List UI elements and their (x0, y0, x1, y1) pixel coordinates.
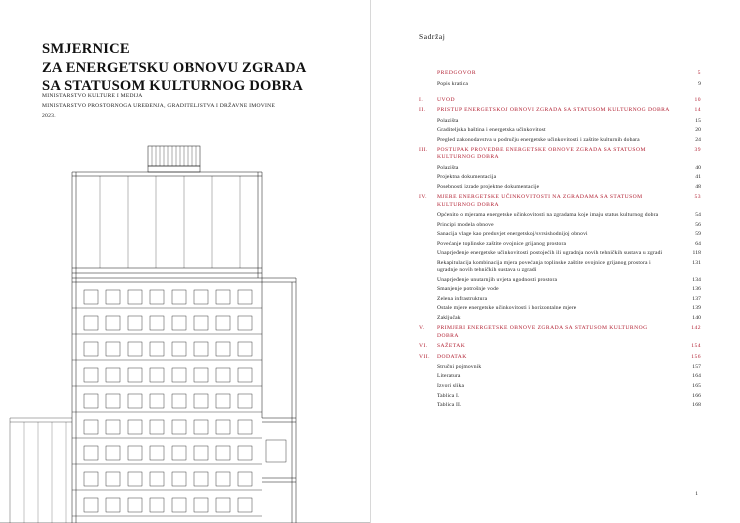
toc-page-number: 165 (692, 383, 701, 389)
toc-label: Unaprjeđenje energetske učinkovitosti postojećih ili ugradnja novih tehničkih sustava u zgradi (437, 250, 663, 257)
toc-page-number: 134 (692, 276, 701, 283)
toc-entry[interactable] (437, 296, 701, 303)
toc-label: Pregled zakonodavstva u području energetske učinkovitosti i zaštite kulturnih dobara (437, 136, 640, 143)
toc-label: Tablica I. (437, 392, 460, 399)
toc-page-number: 9 (698, 81, 701, 88)
toc-heading: Sadržaj (419, 32, 446, 41)
cover-title-line-2: ZA ENERGETSKU OBNOVU ZGRADA (42, 59, 307, 76)
toc-label: PRIMJERI ENERGETSKE OBNOVE ZGRADA SA STATUSOM KULTURNOG DOBRA (437, 325, 648, 339)
toc-label: DODATAK (437, 353, 467, 360)
cover-title-line-1: SMJERNICE (42, 41, 130, 57)
toc-entry[interactable] (437, 241, 701, 248)
publisher-line-2: MINISTARSTVO PROSTORNOGA UREĐENJA, GRADITELJSTVA I DRŽAVNE IMOVINE (42, 102, 276, 109)
toc-label: Rekapitulacija kombinacija mjera povećanja toplinske zaštite ovojnice grijanog prostora i ugradnje novih tehničkih sustava u zgradi (437, 259, 651, 274)
toc-page-number: 154 (691, 343, 701, 350)
toc-page-number: 118 (692, 250, 701, 257)
toc-label: Projektna dokumentacija (437, 174, 497, 181)
toc-number: V. (419, 325, 425, 332)
toc-label: Posebnosti izrade projektne dokumentacije (437, 183, 540, 190)
toc-label: Popis kratica (437, 81, 469, 88)
toc-page-number: 166 (692, 392, 701, 399)
toc-page-number: 59 (695, 231, 701, 238)
toc-entry[interactable] (419, 81, 701, 88)
publication-year: 2023. (42, 112, 56, 119)
toc-page-number: 20 (695, 127, 701, 134)
toc-label: UVOD (437, 96, 455, 103)
toc-label: Smanjenje potrošnje vode (437, 286, 499, 293)
toc-entry[interactable] (437, 260, 701, 275)
toc-entry[interactable] (437, 127, 701, 134)
toc-page-number: 53 (694, 194, 701, 201)
toc-entry[interactable] (419, 97, 701, 104)
toc-entry[interactable] (419, 147, 701, 162)
toc-page-number: 48 (695, 183, 701, 190)
toc-label: Literatura (437, 373, 461, 380)
toc-entry[interactable] (437, 165, 701, 172)
toc-entry[interactable] (419, 194, 701, 209)
toc-page-number: 164 (692, 373, 701, 380)
toc-page-number: 54 (695, 212, 701, 218)
toc-entry[interactable] (437, 231, 701, 238)
toc-page-number: 40 (695, 164, 701, 171)
toc-entry[interactable] (437, 212, 701, 219)
toc-label: SAŽETAK (437, 343, 466, 350)
cover-title (42, 40, 342, 96)
toc-page-number: 157 (692, 363, 701, 370)
toc-entry[interactable] (437, 222, 701, 229)
toc-page-number: 137 (692, 295, 701, 302)
toc-label: PREDGOVOR (437, 70, 477, 76)
toc-number: VII. (419, 353, 430, 360)
toc-label: Polazišta (437, 117, 459, 124)
toc-label: Ostale mjere energetske učinkovitosti i horizontalne mjere (437, 305, 577, 312)
toc-entry[interactable] (437, 184, 701, 191)
toc-label: Povećanje toplinske zaštite ovojnice grijanog prostora (437, 240, 567, 247)
toc-label: Zaključak (437, 315, 461, 321)
toc-page-number: 14 (694, 107, 701, 114)
cover-title-line-3: SA STATUSOM KULTURNOG DOBRA (42, 78, 303, 95)
toc-entry[interactable] (437, 373, 701, 380)
toc-page-number: 136 (692, 286, 701, 293)
toc-label: Tablica II. (437, 402, 462, 409)
toc-label: Sanacija vlage kao preduvjet energetskoj/svrsishodnijoj obnovi (437, 231, 588, 238)
toc-page-number: 131 (692, 259, 701, 266)
toc-page-number: 140 (692, 315, 701, 321)
toc-page-number: 64 (695, 240, 701, 247)
toc-entry[interactable] (437, 174, 701, 181)
toc-page-number: 5 (697, 70, 701, 76)
toc-label: Principi modela obnove (437, 221, 494, 228)
toc-label: Graditeljska baština i energetska učinkovitost (437, 127, 546, 134)
toc-entry[interactable] (437, 383, 701, 390)
toc-page-number: 10 (694, 96, 701, 103)
toc-label: Zelena infrastruktura (437, 295, 488, 302)
page-title (42, 40, 342, 96)
page-folio: 1 (695, 491, 698, 497)
toc-page-number: 39 (694, 147, 701, 153)
toc-label: MJERE ENERGETSKE UČINKOVITOSTI NA ZGRADAMA SA STATUSOM KULTURNOG DOBRA (437, 194, 643, 208)
right-page (370, 0, 740, 523)
toc-number: I. (419, 96, 424, 103)
toc-entry[interactable] (437, 402, 701, 409)
toc-label: Izvori slika (437, 383, 465, 389)
toc-page-number: 156 (691, 353, 701, 360)
toc-entry[interactable] (437, 286, 701, 293)
toc-page-number: 56 (695, 221, 701, 228)
toc-entry[interactable] (419, 325, 701, 340)
building-facade-elevation-drawing (0, 118, 370, 523)
toc-entry[interactable] (437, 364, 701, 371)
toc-number: II. (419, 107, 426, 114)
toc-page-number: 41 (695, 174, 701, 181)
toc-entry[interactable] (419, 354, 701, 361)
publisher-block (42, 92, 342, 121)
toc-entry[interactable] (437, 250, 701, 257)
toc-number: IV. (419, 194, 427, 201)
toc-entry[interactable] (437, 393, 701, 400)
toc-number: VI. (419, 343, 428, 350)
toc-entry[interactable] (419, 70, 701, 77)
toc-entry[interactable] (419, 343, 701, 350)
table-of-contents (419, 70, 701, 412)
toc-entry[interactable] (437, 118, 701, 125)
toc-entry[interactable] (437, 315, 701, 322)
toc-page-number: 168 (692, 402, 701, 409)
toc-entry[interactable] (437, 137, 701, 144)
toc-label: Unaprjeđenje unutarnjih uvjeta ugodnosti prostora (437, 276, 558, 283)
toc-page-number: 139 (692, 305, 701, 312)
toc-number: III. (419, 147, 428, 153)
toc-page-number: 142 (691, 325, 701, 332)
toc-entry[interactable] (437, 277, 701, 284)
toc-page-number: 24 (695, 136, 701, 143)
toc-entry[interactable] (437, 305, 701, 312)
toc-label: POSTUPAK PROVEDBE ENERGETSKE OBNOVE ZGRADA SA STATUSOM KULTURNOG DOBRA (437, 147, 646, 161)
toc-page-number: 15 (695, 117, 701, 124)
publisher-line-1: MINISTARSTVO KULTURE I MEDIJA (42, 93, 143, 99)
toc-label: Općenito o mjerama energetske učinkovitosti na zgradama koje imaju status kulturnog dobra (437, 212, 659, 218)
toc-label: Stručni pojmovnik (437, 363, 482, 370)
toc-label: PRISTUP ENERGETSKOJ OBNOVI ZGRADA SA STATUSOM KULTURNOG DOBRA (437, 107, 670, 114)
toc-entry[interactable] (419, 107, 701, 114)
toc-label: Polazišta (437, 164, 459, 171)
